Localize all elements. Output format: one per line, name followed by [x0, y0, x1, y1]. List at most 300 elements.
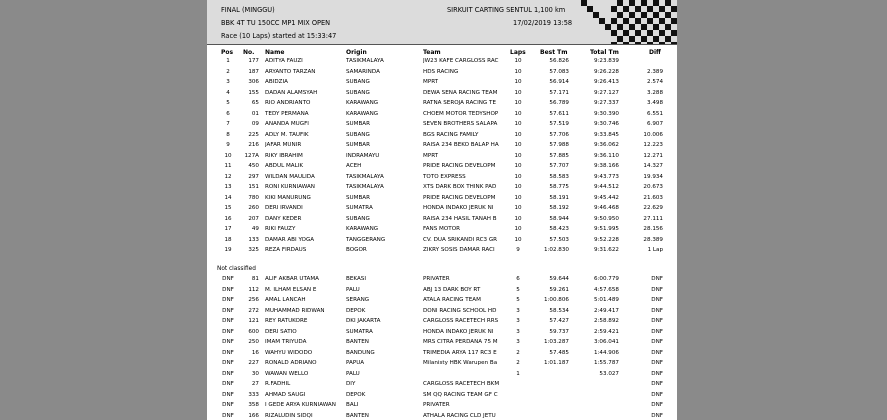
cell-laps: 10 — [514, 121, 522, 127]
col-name: Name — [265, 49, 285, 56]
cell-diff: DNF — [651, 349, 663, 356]
table-row — [207, 216, 677, 226]
cell-best: 58.944 — [549, 215, 569, 222]
cell-name: ABIDZIA — [265, 79, 288, 85]
cell-team: RAISA 234 BEKO BALAP HA — [423, 142, 499, 148]
cell-name: JAFAR MUNIR — [265, 142, 302, 148]
cell-best: 1:03.287 — [543, 339, 569, 345]
cell-pos: DNF — [222, 381, 234, 387]
cell-diff: 3.498 — [646, 100, 663, 106]
cell-pos: 15 — [224, 205, 232, 211]
cell-team: CHOEM MOTOR TEDYSHOP — [423, 110, 499, 117]
cell-origin: PALU — [346, 370, 360, 377]
cell-laps: 10 — [514, 184, 522, 190]
cell-diff: DNF — [651, 391, 663, 398]
cell-total: 53.027 — [599, 370, 619, 377]
cell-laps: 10 — [514, 131, 522, 138]
cell-origin: BANDUNG — [346, 349, 375, 356]
cell-no: 250 — [248, 339, 259, 345]
cell-no: 112 — [248, 286, 259, 293]
cell-no: 151 — [248, 184, 259, 190]
cell-total: 9:38.166 — [593, 163, 619, 169]
cell-no: 65 — [251, 100, 259, 106]
cell-diff: 1 Lap — [647, 247, 663, 253]
cell-name: AMAL LANCAH — [265, 297, 306, 303]
cell-best: 58.534 — [549, 307, 569, 314]
cell-pos: DNF — [222, 360, 234, 366]
cell-pos: 11 — [224, 163, 232, 169]
cell-total: 9:26.228 — [593, 68, 619, 75]
race-start-info: Race (10 Laps) started at 15:33:47 — [221, 32, 337, 40]
table-row — [207, 392, 677, 402]
cell-pos: DNF — [222, 286, 234, 293]
table-row — [207, 111, 677, 121]
table-row — [207, 132, 677, 142]
cell-pos: 7 — [226, 121, 230, 127]
race-datetime: 17/02/2019 13:58 — [513, 19, 573, 27]
cell-team: Milanisty HBK Warupen Ba — [423, 360, 498, 366]
col-laps: Laps — [510, 49, 526, 56]
cell-pos: 9 — [226, 142, 230, 148]
cell-laps: 10 — [514, 215, 522, 222]
cell-diff: DNF — [651, 339, 663, 345]
cell-name: ABDUL MALIK — [265, 163, 304, 169]
cell-laps: 10 — [514, 110, 522, 117]
cell-total: 9:44.512 — [593, 184, 619, 190]
col-origin: Origin — [346, 49, 367, 56]
cell-diff: DNF — [651, 297, 663, 303]
cell-origin: DEPOK — [346, 307, 366, 314]
col-team: Team — [423, 49, 441, 56]
cell-origin: SUMBAR — [346, 121, 371, 127]
table-row — [207, 142, 677, 152]
cell-total: 9:23.839 — [593, 58, 619, 64]
cell-origin: SUMBAR — [346, 194, 371, 201]
cell-total: 9:46.468 — [593, 205, 619, 211]
cell-name: RIO ANDRIANTO — [265, 100, 311, 106]
cell-origin: KARAWANG — [346, 100, 379, 106]
table-row — [207, 276, 677, 286]
cell-laps: 3 — [516, 307, 520, 314]
cell-total: 6:00.779 — [593, 276, 619, 282]
cell-pos: 13 — [224, 184, 232, 190]
checkered-flag-icon — [581, 0, 677, 44]
cell-origin: ACEH — [346, 163, 362, 169]
cell-total: 2:58.892 — [593, 318, 619, 324]
cell-no: 256 — [248, 297, 259, 303]
cell-no: 358 — [248, 402, 259, 408]
cell-origin: SERANG — [346, 297, 370, 303]
cell-no: 306 — [248, 79, 259, 85]
cell-best: 57.988 — [549, 142, 569, 148]
cell-name: RONI KURNIAWAN — [265, 184, 315, 190]
cell-origin: DKI JAKARTA — [346, 318, 381, 324]
table-row — [207, 339, 677, 349]
cell-origin: SUMBAR — [346, 142, 371, 148]
cell-team: RAISA 234 HASIL TANAH B — [423, 215, 497, 222]
cell-name: ARYANTO TARZAN — [265, 68, 316, 75]
table-row — [207, 195, 677, 205]
cell-laps: 3 — [516, 328, 520, 335]
cell-total: 9:36.062 — [593, 142, 619, 148]
table-row — [207, 381, 677, 391]
table-row — [207, 308, 677, 318]
cell-team: FANS MOTOR — [423, 226, 460, 232]
cell-origin: SUBANG — [346, 215, 370, 222]
cell-total: 9:51.995 — [593, 226, 619, 232]
table-row — [207, 163, 677, 173]
cell-pos: DNF — [222, 391, 234, 398]
cell-best: 59.737 — [549, 328, 569, 335]
cell-name: M. ILHAM ELSAN E — [265, 286, 317, 293]
cell-best: 58.191 — [549, 194, 569, 201]
cell-best: 1:02.830 — [543, 247, 569, 253]
cell-team: DONI RACING SCHOOL HD — [423, 307, 497, 314]
cell-no: 27 — [251, 381, 259, 387]
cell-origin: BOGOR — [346, 247, 367, 253]
col-pos: Pos — [221, 49, 234, 56]
cell-total: 3:06.041 — [593, 339, 619, 345]
cell-diff: 14.327 — [643, 163, 663, 169]
cell-pos: 2 — [226, 68, 230, 75]
cell-team: MPRT — [423, 79, 439, 85]
cell-pos: 12 — [224, 173, 232, 180]
cell-no: 187 — [248, 68, 259, 75]
cell-total: 9:33.845 — [593, 131, 619, 138]
cell-best: 56.914 — [549, 79, 569, 85]
cell-total: 9:27.337 — [593, 100, 619, 106]
cell-no: 297 — [248, 173, 259, 180]
cell-no: 166 — [248, 412, 259, 419]
cell-no: 155 — [248, 89, 259, 96]
cell-no: 207 — [248, 215, 259, 222]
col-no: No. — [243, 49, 255, 56]
cell-team: SM QQ RACING TEAM GF C — [423, 391, 498, 398]
cell-best: 57.083 — [549, 68, 569, 75]
cell-total: 9:45.442 — [593, 194, 619, 201]
cell-team: ATALA RACING TEAM — [423, 297, 481, 303]
circuit-name: SIRKUIT CARTING SENTUL 1,100 km — [447, 6, 566, 14]
table-row — [207, 121, 677, 131]
cell-pos: DNF — [222, 402, 234, 408]
cell-total: 9:30.746 — [593, 121, 619, 127]
cell-laps: 2 — [516, 360, 520, 366]
cell-team: MRS CITRA PERDANA 75 M — [423, 339, 498, 345]
cell-laps: 5 — [516, 286, 520, 293]
cell-best: 57.171 — [549, 89, 569, 96]
cell-laps: 10 — [514, 173, 522, 180]
cell-name: ANANDA MUGFI — [265, 121, 309, 127]
cell-team: ABJ 13 DARK BOY RT — [423, 286, 481, 293]
cell-best: 57.427 — [549, 318, 569, 324]
cell-laps: 10 — [514, 205, 522, 211]
table-row — [207, 350, 677, 360]
cell-no: 30 — [251, 370, 259, 377]
table-row — [207, 287, 677, 297]
cell-no: 81 — [251, 276, 259, 282]
cell-diff: 2.574 — [646, 79, 663, 85]
cell-name: R.FADHIL — [265, 381, 291, 387]
table-row — [207, 69, 677, 79]
cell-origin: SAMARINDA — [346, 68, 380, 75]
cell-total: 9:52.228 — [593, 236, 619, 243]
cell-best: 57.706 — [549, 131, 569, 138]
table-row — [207, 184, 677, 194]
cell-laps: 10 — [514, 58, 522, 64]
cell-best: 59.261 — [549, 286, 569, 293]
cell-diff: 20.673 — [643, 184, 663, 190]
cell-team: PRIDE RACING DEVELOPM — [423, 163, 496, 169]
cell-origin: BALI — [346, 402, 359, 408]
cell-team: PRIDE RACING DEVELOPM — [423, 194, 496, 201]
cell-team: RATNA SEROJA RACING TE — [423, 100, 496, 106]
cell-best: 1:00.806 — [543, 297, 569, 303]
cell-pos: DNF — [222, 307, 234, 314]
cell-name: WILDAN MAULIDA — [265, 173, 315, 180]
cell-total: 9:27.127 — [593, 89, 619, 96]
cell-team: ZIKRY SOSIS DAMAR RACI — [423, 247, 495, 253]
table-row — [207, 402, 677, 412]
cell-total: 9:26.413 — [593, 79, 619, 85]
cell-team: BGS RACING FAMILY — [423, 131, 479, 138]
cell-best: 57.885 — [549, 152, 569, 159]
cell-best: 57.503 — [549, 236, 569, 243]
cell-no: 127A — [244, 152, 259, 159]
cell-no: 01 — [251, 110, 259, 117]
cell-origin: SUBANG — [346, 131, 370, 138]
cell-diff: 22.629 — [643, 205, 663, 211]
cell-diff: 28.389 — [643, 236, 663, 243]
cell-name: MUHAMMAD RIDWAN — [265, 307, 325, 314]
cell-pos: DNF — [222, 318, 234, 324]
cell-diff: 2.389 — [646, 68, 663, 75]
col-diff: Diff — [649, 49, 661, 56]
cell-diff: DNF — [651, 307, 663, 314]
cell-laps: 10 — [514, 100, 522, 106]
cell-best: 57.485 — [549, 349, 569, 356]
table-row — [207, 371, 677, 381]
cell-no: 780 — [248, 194, 259, 201]
cell-pos: 8 — [226, 131, 230, 138]
cell-name: DERI SATIO — [265, 328, 297, 335]
table-row — [207, 360, 677, 370]
cell-team: MPRT — [423, 152, 439, 159]
cell-no: 272 — [248, 307, 259, 314]
cell-name: DERI IRVANDI — [265, 205, 303, 211]
cell-team: HONDA INDAKO JERUK NI — [423, 205, 494, 211]
cell-pos: DNF — [222, 349, 234, 356]
cell-diff: DNF — [651, 286, 663, 293]
cell-team: CV. DUA SRIKANDI RC3 GR — [423, 236, 498, 243]
cell-laps: 10 — [514, 163, 522, 169]
cell-name: DAMAR ABI YOGA — [265, 236, 315, 243]
cell-total: 4:57.658 — [593, 286, 619, 293]
cell-origin: TASIKMALAYA — [346, 58, 384, 64]
cell-diff: DNF — [651, 381, 663, 387]
cell-diff: DNF — [651, 360, 663, 366]
cell-pos: DNF — [222, 297, 234, 303]
cell-laps: 10 — [514, 152, 522, 159]
cell-no: 09 — [251, 121, 259, 127]
cell-team: CARGLOSS RACETECH RRS — [423, 318, 499, 324]
cell-name: REZA FIRDAUS — [265, 247, 307, 253]
cell-no: 133 — [248, 236, 259, 243]
cell-total: 9:36.110 — [593, 152, 619, 159]
cell-no: 16 — [251, 349, 259, 356]
table-row — [207, 329, 677, 339]
cell-laps: 2 — [516, 349, 520, 356]
table-row — [207, 318, 677, 328]
col-total-time: Total Tm — [590, 49, 619, 56]
cell-best: 58.192 — [549, 205, 569, 211]
cell-origin: KARAWANG — [346, 110, 379, 117]
table-row — [207, 58, 677, 68]
cell-diff: 6.907 — [646, 121, 663, 127]
cell-total: 2:49.417 — [593, 307, 619, 314]
cell-pos: 16 — [224, 215, 232, 222]
cell-pos: 3 — [226, 79, 230, 85]
cell-team: HDS RACING — [423, 68, 459, 75]
cell-diff: 12.271 — [643, 152, 663, 159]
cell-total: 9:50.950 — [593, 215, 619, 222]
cell-no: 260 — [248, 205, 259, 211]
cell-laps: 3 — [516, 339, 520, 345]
cell-total: 5:01.489 — [593, 297, 619, 303]
cell-team: CARGLOSS RACETECH BKM — [423, 381, 500, 387]
results-sheet — [207, 0, 677, 420]
cell-no: 216 — [248, 142, 259, 148]
cell-name: REY RATUKORE — [265, 318, 308, 324]
cell-diff: 19.934 — [643, 173, 663, 180]
cell-origin: SUBANG — [346, 89, 370, 96]
cell-no: 49 — [251, 226, 259, 232]
results-header — [207, 0, 677, 45]
cell-best: 58.775 — [549, 184, 569, 190]
cell-best: 57.519 — [549, 121, 569, 127]
cell-origin: BEKASI — [346, 276, 366, 282]
cell-diff: DNF — [651, 276, 663, 282]
cell-team: PRIVATER — [423, 402, 450, 408]
cell-name: RIKY IBRAHIM — [265, 152, 303, 159]
cell-diff: DNF — [651, 370, 663, 377]
cell-laps: 10 — [514, 79, 522, 85]
cell-origin: SUMATRA — [346, 205, 373, 211]
cell-diff: 3.288 — [646, 89, 663, 96]
not-classified-label: Not classified — [217, 266, 256, 272]
cell-team: TOTO EXPRESS — [423, 173, 466, 180]
cell-pos: 10 — [224, 152, 232, 159]
cell-team: PRIVATER — [423, 276, 450, 282]
table-row — [207, 79, 677, 89]
table-row — [207, 205, 677, 215]
cell-no: 450 — [248, 163, 259, 169]
cell-diff: DNF — [651, 318, 663, 324]
cell-pos: 4 — [226, 89, 230, 96]
cell-total: 9:30.390 — [593, 110, 619, 117]
cell-origin: KARAWANG — [346, 226, 379, 232]
cell-team: ATHALA RACING CLD JETU — [423, 412, 496, 419]
cell-diff: DNF — [651, 328, 663, 335]
cell-team: XTS DARK BOX THINK PAD — [423, 184, 497, 190]
cell-name: RIZALUDIN SIDQI — [265, 412, 313, 419]
cell-diff: 10.006 — [643, 131, 663, 138]
cell-no: 121 — [248, 318, 259, 324]
table-row — [207, 174, 677, 184]
cell-pos: DNF — [222, 276, 234, 282]
cell-origin: TASIKMALAYA — [346, 184, 384, 190]
cell-name: IMAM TRIYUDA — [265, 339, 307, 345]
cell-pos: 14 — [224, 194, 232, 201]
cell-pos: DNF — [222, 339, 234, 345]
cell-name: WAHYU WIDODO — [265, 349, 313, 356]
cell-name: DANY KEDER — [265, 215, 302, 222]
event-name: BBK 4T TU 150CC MP1 MIX OPEN — [221, 19, 331, 27]
cell-no: 333 — [248, 391, 259, 398]
cell-pos: 1 — [226, 58, 230, 64]
session-title: FINAL (MINGGU) — [221, 6, 275, 14]
cell-laps: 10 — [514, 68, 522, 75]
cell-name: KIKI MANURUNG — [265, 194, 311, 201]
cell-diff: 27.111 — [643, 215, 663, 222]
cell-best: 56.789 — [549, 100, 569, 106]
cell-best: 57.707 — [549, 163, 569, 169]
cell-diff: DNF — [651, 402, 663, 408]
cell-total: 2:59.421 — [593, 328, 619, 335]
cell-name: RIKI FAUZY — [265, 226, 296, 232]
cell-no: 177 — [248, 58, 259, 64]
table-row — [207, 90, 677, 100]
cell-laps: 9 — [516, 247, 520, 253]
cell-diff: 21.603 — [643, 194, 663, 201]
cell-team: SEVEN BROTHERS SALAPA — [423, 121, 498, 127]
cell-team: HONDA INDAKO JERUK NI — [423, 328, 494, 335]
cell-name: WAWAN WELLO — [265, 370, 309, 377]
cell-total: 1:55.787 — [593, 360, 619, 366]
cell-no: 325 — [248, 247, 259, 253]
cell-total: 9:43.773 — [593, 173, 619, 180]
cell-no: 227 — [248, 360, 259, 366]
table-row — [207, 247, 677, 257]
cell-laps: 6 — [516, 276, 520, 282]
cell-origin: BANTEN — [346, 412, 369, 419]
table-row — [207, 413, 677, 420]
cell-origin: PAPUA — [346, 360, 365, 366]
cell-total: 1:44.906 — [593, 349, 619, 356]
cell-name: RONALD ADRIANO — [265, 360, 317, 366]
col-best-time: Best Tm — [540, 49, 568, 56]
table-row — [207, 297, 677, 307]
cell-total: 9:31.622 — [593, 247, 619, 253]
cell-origin: PALU — [346, 286, 360, 293]
cell-pos: 5 — [226, 100, 230, 106]
cell-no: 225 — [248, 131, 259, 138]
cell-best: 58.423 — [549, 226, 569, 232]
cell-diff: DNF — [651, 412, 663, 419]
cell-best: 56.826 — [549, 58, 569, 64]
cell-origin: DIY — [346, 381, 356, 387]
cell-name: ADLY M. TAUFIK — [265, 131, 309, 138]
cell-best: 1:01.187 — [543, 360, 569, 366]
cell-no: 600 — [248, 328, 259, 335]
cell-team: JW23 KAFE CARGLOSS RAC — [423, 58, 499, 64]
cell-laps: 5 — [516, 297, 520, 303]
cell-origin: SUBANG — [346, 79, 370, 85]
cell-laps: 1 — [516, 370, 520, 377]
cell-origin: TANGGERANG — [346, 236, 386, 243]
cell-origin: BANTEN — [346, 339, 369, 345]
cell-pos: 17 — [224, 226, 232, 232]
cell-diff: 12.223 — [643, 142, 663, 148]
